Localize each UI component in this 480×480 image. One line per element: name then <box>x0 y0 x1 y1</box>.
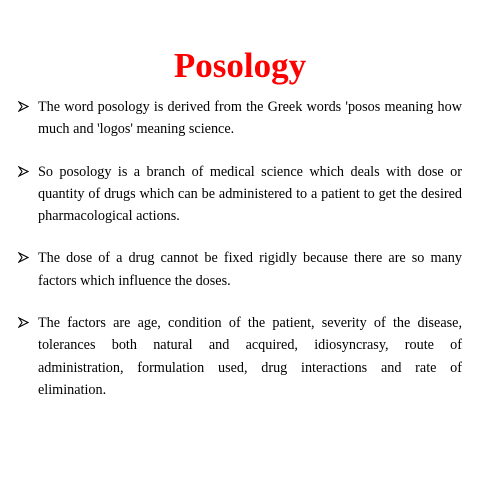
bullet-item <box>18 96 462 141</box>
bullet-text: The dose of a drug cannot be fixed rigidly because there are so many factors which influence the doses. <box>38 250 462 289</box>
bullet-item <box>18 247 462 292</box>
arrow-bullet-icon <box>18 166 29 177</box>
bullet-text: The word posology is derived from the Greek words 'posos meaning how much and 'logos' meaning science. <box>38 99 462 138</box>
bullet-item <box>18 312 462 401</box>
slide-title: Posology <box>173 46 307 85</box>
arrow-bullet-icon <box>18 252 29 263</box>
arrow-bullet-icon <box>18 317 29 328</box>
bullet-text: The factors are age, condition of the patient, severity of the disease, tolerances both natural and acquired, idiosyncrasy, route of administration, formulation used, drug interactions and rate of elimination. <box>38 315 462 398</box>
arrow-bullet-icon <box>18 101 29 112</box>
bullet-item <box>18 161 462 228</box>
bullet-list <box>18 96 462 421</box>
bullet-text: So posology is a branch of medical science which deals with dose or quantity of drugs which can be administered to a patient to get the desired pharmacological actions. <box>38 163 462 225</box>
